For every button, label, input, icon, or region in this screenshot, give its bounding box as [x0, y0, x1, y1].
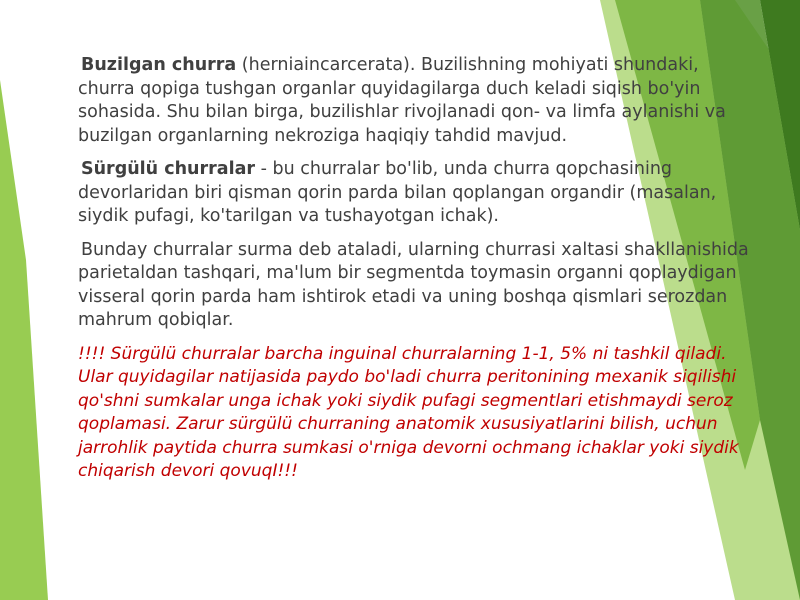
slide-content [78, 54, 758, 484]
paragraph-sliding-hernia [78, 158, 758, 229]
paragraph-sliding-description [78, 239, 758, 333]
paragraph-incarcerated-hernia [78, 54, 758, 148]
warning-note: !!!! Sürgülü churralar barcha inguinal churralarning 1-1, 5% ni tashkil qiladi. Ular quyidagilar natijasida paydo bo'ladi churra peritonining mexanik siqilishi qo'shni sumkalar unga ichak yoki siydik pufagi segmentlari etishmaydi seroz qoplamasi. Zarur sürgülü churraning anatomik xususiyatlarini bilish, uchun jarrohlik paytida churra sumkasi o'rniga devorni ochmang ichaklar yoki siydik chiqarish devori qovuqI!!! [78, 343, 739, 481]
paragraph-text: - bu churralar bo'lib, unda churra qopchasining devorlaridan biri qisman qorin parda bilan qoplangan organdir (masalan, siydik pufagi, ko'tarilgan va tushayotgan ichak). [78, 159, 717, 226]
paragraph-text: (herniaincarcerata). Buzilishning mohiyati shundaki, churra qopiga tushgan organlar quyidagilarga duch keladi siqish bo'yin sohasida. Shu bilan birga, buzilishlar rivojlanadi qon- va limfa aylanishi va buzilgan organlarning nekroziga haqiqiy tahdid mavjud. [78, 55, 726, 146]
term-sliding-hernia: Sürgülü churralar [81, 159, 256, 179]
paragraph-text: Bunday churralar surma deb ataladi, ularning churrasi xaltasi shakllanishida parietaldan tashqari, ma'lum bir segmentda toymasin organni qoplaydigan visseral qorin parda ham ishtirok etadi va uning boshqa qismlari serozdan mahrum qobiqlar. [78, 239, 749, 330]
term-incarcerated-hernia: Buzilgan churra [81, 55, 237, 75]
